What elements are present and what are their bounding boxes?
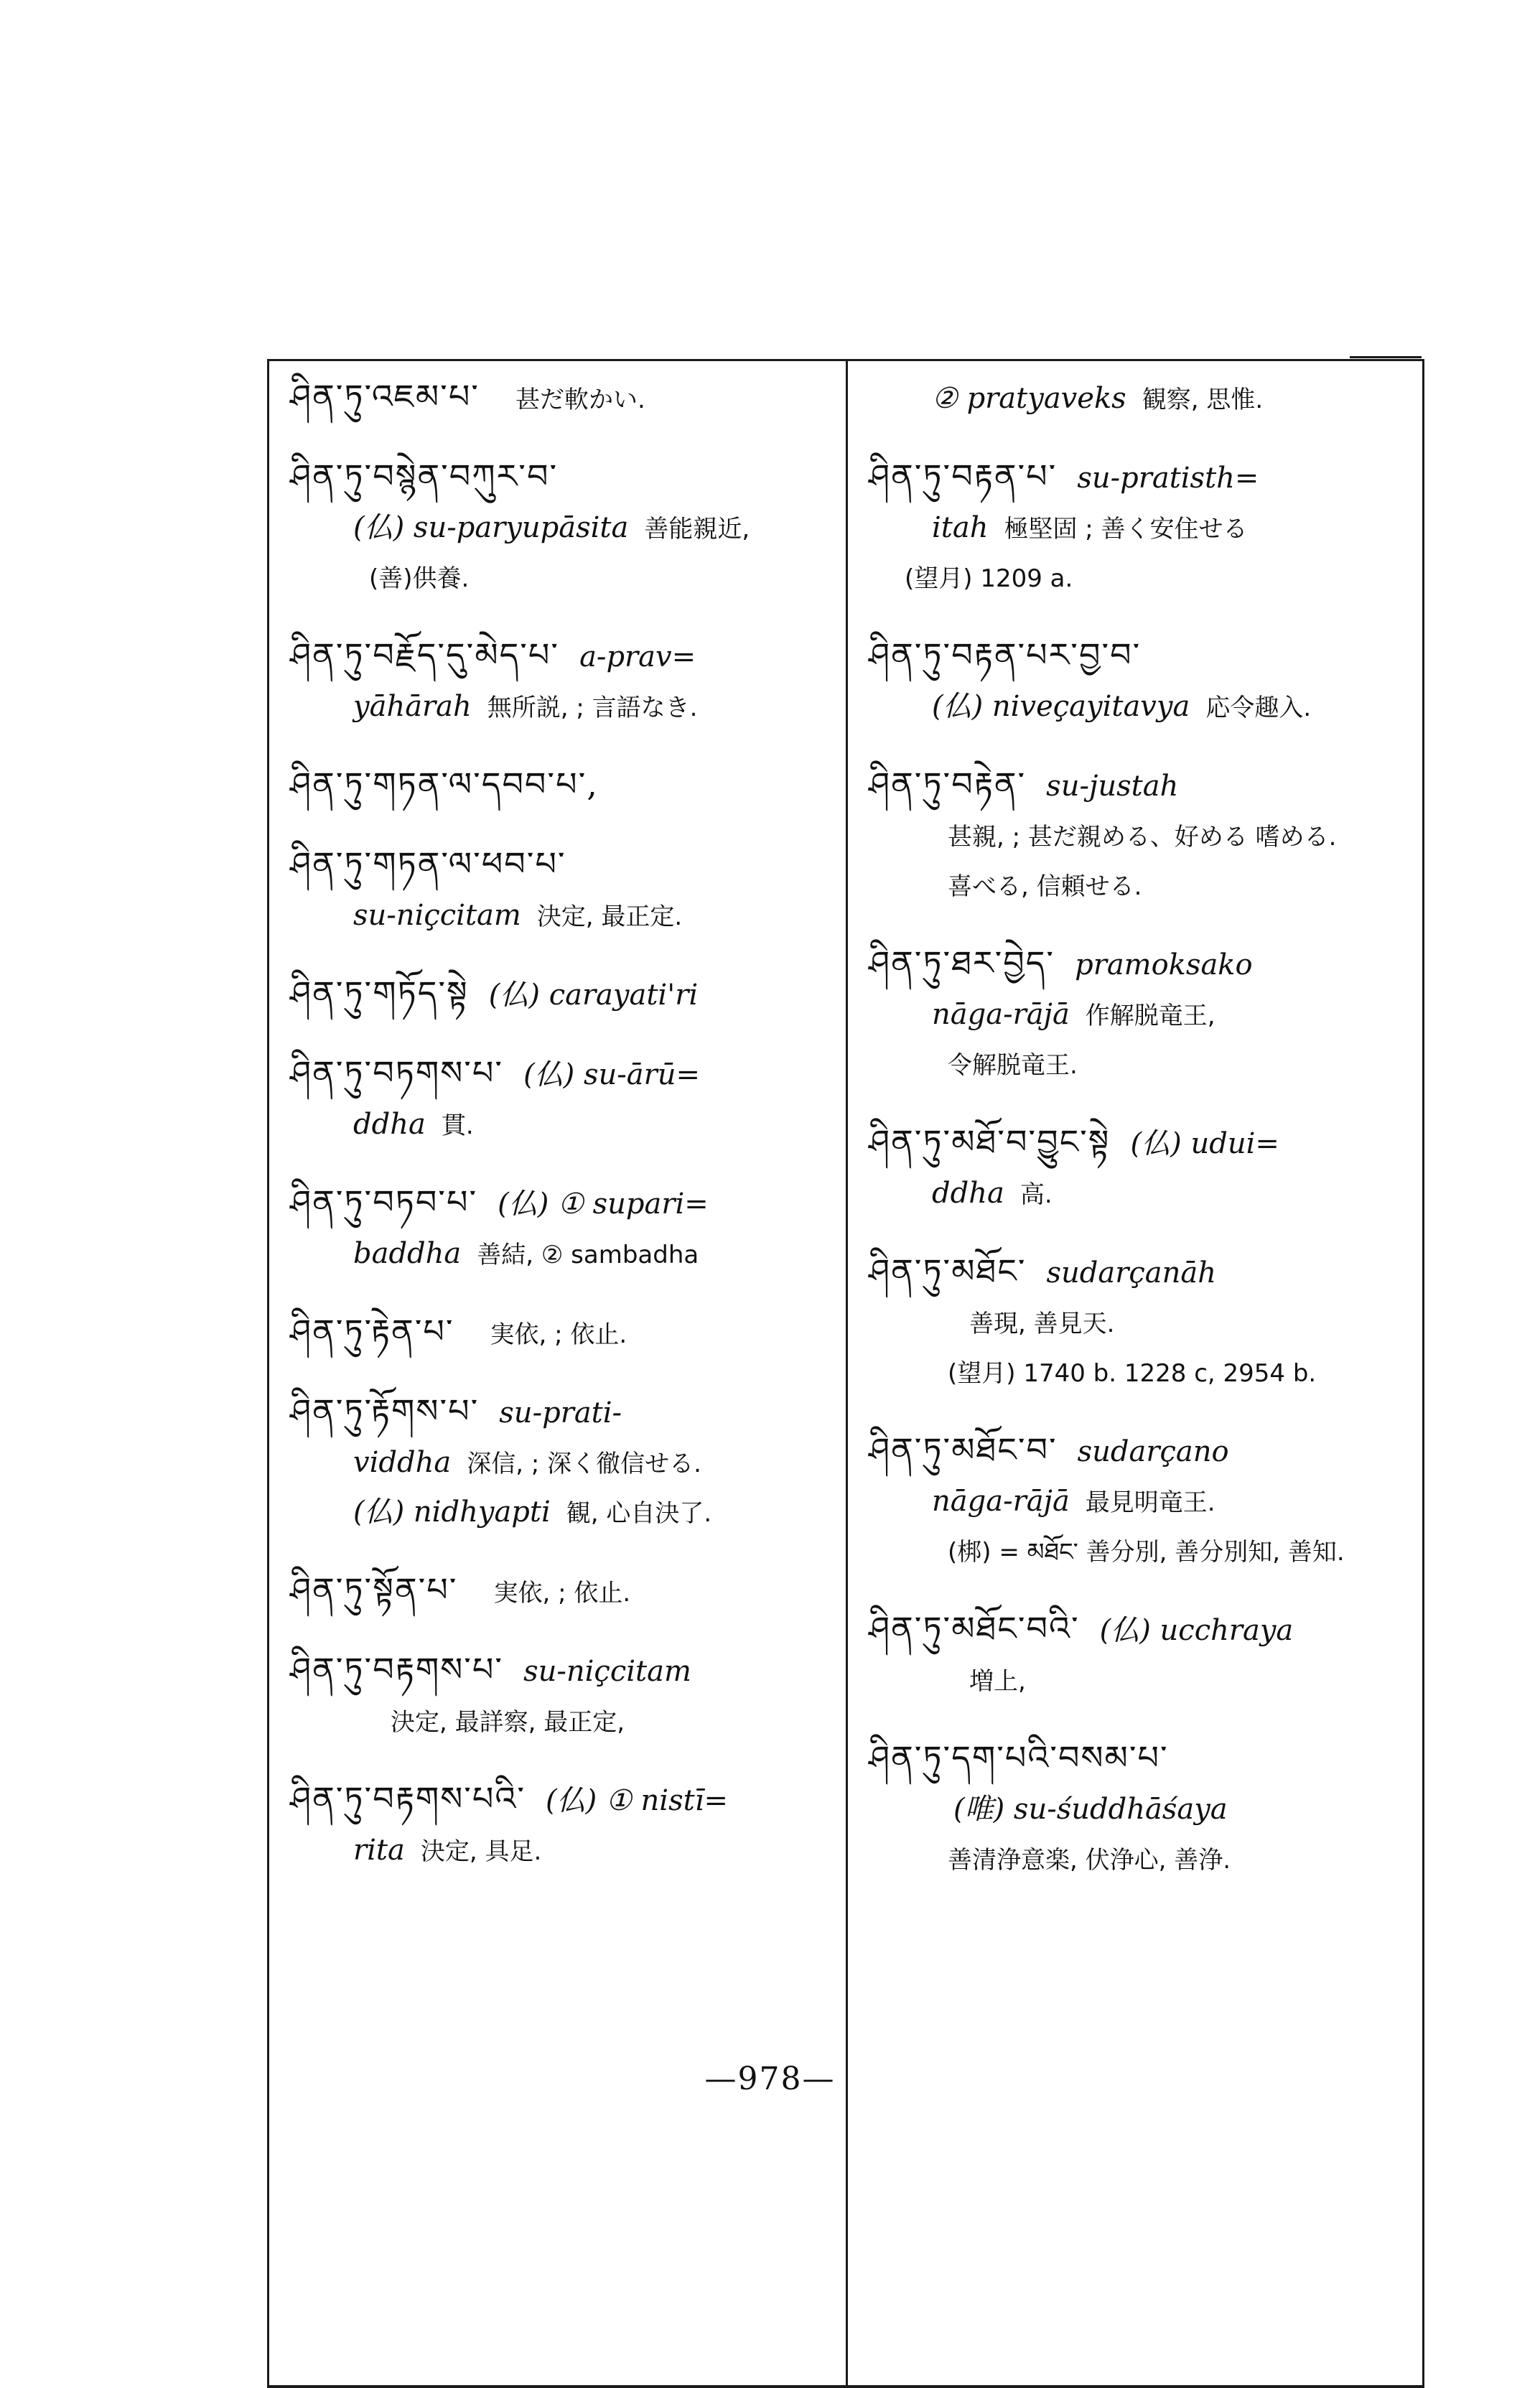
dictionary-entry — [290, 632, 834, 731]
entry-line — [869, 1297, 1413, 1347]
dictionary-entry — [869, 940, 1413, 1088]
japanese-gloss: 善現, 善見天. — [969, 1310, 1115, 1338]
sanskrit-equivalent: (仏) ① nistī= — [546, 1784, 729, 1817]
entry-line — [290, 1487, 834, 1536]
sanskrit-equivalent: yāhārah — [353, 690, 472, 723]
japanese-gloss: 高. — [1019, 1180, 1053, 1209]
sanskrit-equivalent: su-pratisth= — [1077, 462, 1259, 495]
entry-line — [869, 860, 1413, 910]
entry-line — [290, 632, 834, 681]
entry-line — [290, 1646, 834, 1696]
sanskrit-equivalent: (唯) su-śuddhāśaya — [953, 1793, 1228, 1826]
japanese-gloss: (梆) = མཐོང་ 善分別, 善分別知, 善知. — [948, 1538, 1345, 1567]
tibetan-headword: ཤིན་ཏུ་བཏབ་པ་ — [290, 1183, 478, 1221]
japanese-gloss: 甚だ軟かい. — [515, 386, 645, 414]
entry-line — [290, 1825, 834, 1875]
dictionary-entry — [290, 1308, 834, 1358]
right-column — [859, 373, 1423, 1913]
entry-line — [869, 1168, 1413, 1218]
japanese-gloss: 深信, ; 深く徹信せる. — [467, 1450, 701, 1478]
japanese-gloss: 甚親, ; 甚だ親める、好める 嗜める. — [948, 823, 1337, 852]
japanese-gloss: 観察, 思惟. — [1142, 386, 1264, 414]
tibetan-headword: ཤིན་ཏུ་མཐོ་བ་བྱུང་སྟེ — [869, 1122, 1111, 1161]
tibetan-headword: ཤིན་ཏུ་བརྟན་པར་བྱ་བ་ — [869, 635, 1142, 674]
entry-line — [869, 1735, 1413, 1784]
entry-line — [869, 453, 1413, 503]
sanskrit-equivalent: nāga-rājā — [932, 998, 1070, 1031]
dictionary-entry — [290, 1388, 834, 1536]
dictionary-entry — [290, 1179, 834, 1278]
entry-line — [290, 1099, 834, 1149]
entry-line — [290, 970, 834, 1020]
sanskrit-equivalent: (仏) nidhyapti — [353, 1496, 551, 1529]
dictionary-entry — [290, 1776, 834, 1875]
sanskrit-equivalent: su-niçcitam — [353, 899, 521, 932]
sanskrit-equivalent: sudarçanāh — [1046, 1256, 1216, 1289]
entry-line — [869, 373, 1413, 423]
japanese-gloss: 無所説, ; 言語なき. — [487, 694, 698, 722]
entry-line — [869, 1784, 1413, 1834]
sanskrit-equivalent: su-justah — [1046, 770, 1179, 803]
entry-line — [869, 1427, 1413, 1476]
tibetan-headword: ཤིན་ཏུ་བཏགས་པ་ — [290, 1053, 504, 1092]
tibetan-headword: ཤིན་ཏུ་སྟོན་པ་ — [290, 1570, 458, 1609]
sanskrit-equivalent: a-prav= — [579, 640, 696, 673]
sanskrit-equivalent: (仏) udui= — [1130, 1127, 1279, 1160]
entry-line — [290, 681, 834, 731]
sanskrit-equivalent: su-niçcitam — [523, 1655, 691, 1688]
entry-line — [290, 453, 834, 503]
tibetan-headword: ཤིན་ཏུ་དག་པའི་བསམ་པ་ — [869, 1738, 1169, 1777]
dictionary-entry — [290, 761, 834, 811]
sanskrit-equivalent: rita — [353, 1834, 405, 1867]
entry-line — [290, 1179, 834, 1228]
tibetan-headword: ཤིན་ཏུ་བརྗོད་དུ་མེད་པ་ — [290, 635, 560, 674]
dictionary-entry — [290, 373, 834, 423]
entry-line — [290, 1567, 834, 1616]
sanskrit-equivalent: (仏) carayati'ri — [488, 979, 699, 1012]
tibetan-headword: ཤིན་ཏུ་ཐར་བྱེད་ — [869, 943, 1055, 982]
japanese-gloss: 増上, — [969, 1667, 1026, 1696]
entry-line — [869, 811, 1413, 860]
entry-line — [869, 1119, 1413, 1168]
dictionary-entry — [869, 761, 1413, 910]
sanskrit-equivalent: (仏) ① supari= — [498, 1188, 709, 1221]
sanskrit-equivalent: pramoksako — [1075, 948, 1253, 981]
dictionary-entry — [869, 1735, 1413, 1883]
entry-line — [869, 989, 1413, 1039]
page-number: —978— — [704, 2061, 836, 2097]
entry-line — [869, 1476, 1413, 1526]
entry-line — [290, 1228, 834, 1278]
japanese-gloss: 善結, ② sambadha — [477, 1241, 699, 1269]
dictionary-entry — [869, 1427, 1413, 1575]
entry-line — [869, 1248, 1413, 1297]
japanese-gloss: 令解脱竜王. — [948, 1051, 1078, 1080]
japanese-gloss: 実依, ; 依止. — [490, 1320, 627, 1349]
entry-line — [869, 1039, 1413, 1088]
frame-edge — [1350, 356, 1422, 358]
dictionary-entry — [869, 453, 1413, 602]
sanskrit-equivalent: ② pratyaveks — [932, 382, 1126, 415]
japanese-gloss: 決定, 最正定. — [536, 903, 683, 931]
tibetan-headword: ཤིན་ཏུ་འཇམ་པ་ — [290, 377, 480, 416]
dictionary-entry — [869, 1119, 1413, 1218]
entry-line — [869, 1655, 1413, 1704]
entry-line — [290, 1776, 834, 1825]
dictionary-entry — [290, 841, 834, 940]
tibetan-headword: ཤིན་ཏུ་བརྟགས་པ་ — [290, 1650, 504, 1689]
japanese-gloss: 喜べる, 信頼せる. — [948, 872, 1142, 901]
japanese-gloss: 決定, 最詳察, 最正定, — [391, 1708, 625, 1737]
entry-line — [290, 1696, 834, 1745]
sanskrit-equivalent: su-prati- — [499, 1396, 622, 1429]
tibetan-headword: ཤིན་ཏུ་གཏན་ལ་དབབ་པ་, — [290, 765, 599, 803]
entry-line — [290, 552, 834, 602]
entry-line — [290, 373, 834, 423]
japanese-gloss: 貫. — [441, 1111, 474, 1140]
entry-line — [869, 503, 1413, 552]
entry-line — [869, 940, 1413, 989]
japanese-gloss: 作解脱竜王, — [1085, 1002, 1215, 1030]
dictionary-entry — [869, 373, 1413, 423]
dictionary-entry — [869, 632, 1413, 731]
japanese-gloss: 応令趣入. — [1205, 694, 1312, 722]
entry-line — [869, 681, 1413, 731]
entry-line — [869, 761, 1413, 811]
sanskrit-equivalent: (仏) su-paryupāsita — [353, 511, 629, 544]
dictionary-entry — [290, 1050, 834, 1149]
japanese-gloss: (望月) 1209 a. — [905, 564, 1073, 593]
sanskrit-equivalent: (仏) ucchraya — [1099, 1614, 1294, 1647]
dictionary-entry — [290, 1567, 834, 1616]
entry-line — [869, 552, 1413, 602]
japanese-gloss: 決定, 具足. — [420, 1837, 542, 1866]
entry-line — [290, 1308, 834, 1358]
entry-line — [290, 761, 834, 811]
tibetan-headword: ཤིན་ཏུ་རྟོགས་པ་ — [290, 1391, 480, 1430]
left-column — [280, 373, 844, 1905]
dictionary-entry — [869, 1605, 1413, 1704]
entry-line — [290, 1437, 834, 1487]
tibetan-headword: ཤིན་ཏུ་བརྟེན་ — [869, 765, 1027, 803]
sanskrit-equivalent: (仏) niveçayitavya — [932, 690, 1190, 723]
dictionary-entry — [290, 1646, 834, 1745]
entry-line — [290, 503, 834, 552]
sanskrit-equivalent: (仏) su-ārū= — [523, 1058, 701, 1091]
sanskrit-equivalent: sudarçano — [1077, 1435, 1229, 1468]
entry-line — [869, 1526, 1413, 1575]
entry-line — [290, 1050, 834, 1099]
japanese-gloss: (望月) 1740 b. 1228 c, 2954 b. — [948, 1359, 1317, 1388]
japanese-gloss: 善能親近, — [644, 515, 750, 544]
entry-line — [869, 1834, 1413, 1883]
japanese-gloss: 極堅固 ; 善く安住せる — [1004, 515, 1248, 544]
sanskrit-equivalent: itah — [932, 511, 989, 544]
tibetan-headword: ཤིན་ཏུ་རྟེན་པ་ — [290, 1312, 454, 1351]
dictionary-entry — [290, 453, 834, 602]
dictionary-entry — [290, 970, 834, 1020]
japanese-gloss: 実依, ; 依止. — [493, 1579, 631, 1608]
tibetan-headword: ཤིན་ཏུ་གཏན་ལ་ཕབ་པ་ — [290, 844, 566, 883]
tibetan-headword: ཤིན་ཏུ་བརྟགས་པའི་ — [290, 1779, 526, 1818]
entry-line — [290, 890, 834, 940]
entry-line — [290, 841, 834, 890]
sanskrit-equivalent: nāga-rājā — [932, 1485, 1070, 1518]
tibetan-headword: ཤིན་ཏུ་གཏོད་སྟེ — [290, 974, 469, 1012]
japanese-gloss: 最見明竜王. — [1085, 1488, 1215, 1517]
sanskrit-equivalent: baddha — [353, 1237, 462, 1270]
sanskrit-equivalent: viddha — [353, 1446, 452, 1479]
tibetan-headword: ཤིན་ཏུ་བསྙེན་བཀུར་བ་ — [290, 457, 559, 495]
entry-line — [290, 1388, 834, 1437]
entry-line — [869, 1605, 1413, 1655]
tibetan-headword: ཤིན་ཏུ་མཐོང་བ་ — [869, 1430, 1058, 1469]
tibetan-headword: ཤིན་ཏུ་བརྟན་པ་ — [869, 457, 1058, 495]
entry-line — [869, 632, 1413, 681]
japanese-gloss: (善)供養. — [369, 564, 470, 593]
sanskrit-equivalent: ddha — [353, 1108, 426, 1141]
tibetan-headword: ཤིན་ཏུ་མཐོང་བའི་ — [869, 1609, 1080, 1648]
dictionary-entry — [869, 1248, 1413, 1396]
entry-line — [869, 1347, 1413, 1396]
japanese-gloss: 善清浄意楽, 伏浄心, 善浄. — [948, 1846, 1231, 1875]
japanese-gloss: 観, 心自決了. — [566, 1499, 712, 1528]
tibetan-headword: ཤིན་ཏུ་མཐོང་ — [869, 1251, 1027, 1290]
sanskrit-equivalent: ddha — [932, 1177, 1004, 1210]
